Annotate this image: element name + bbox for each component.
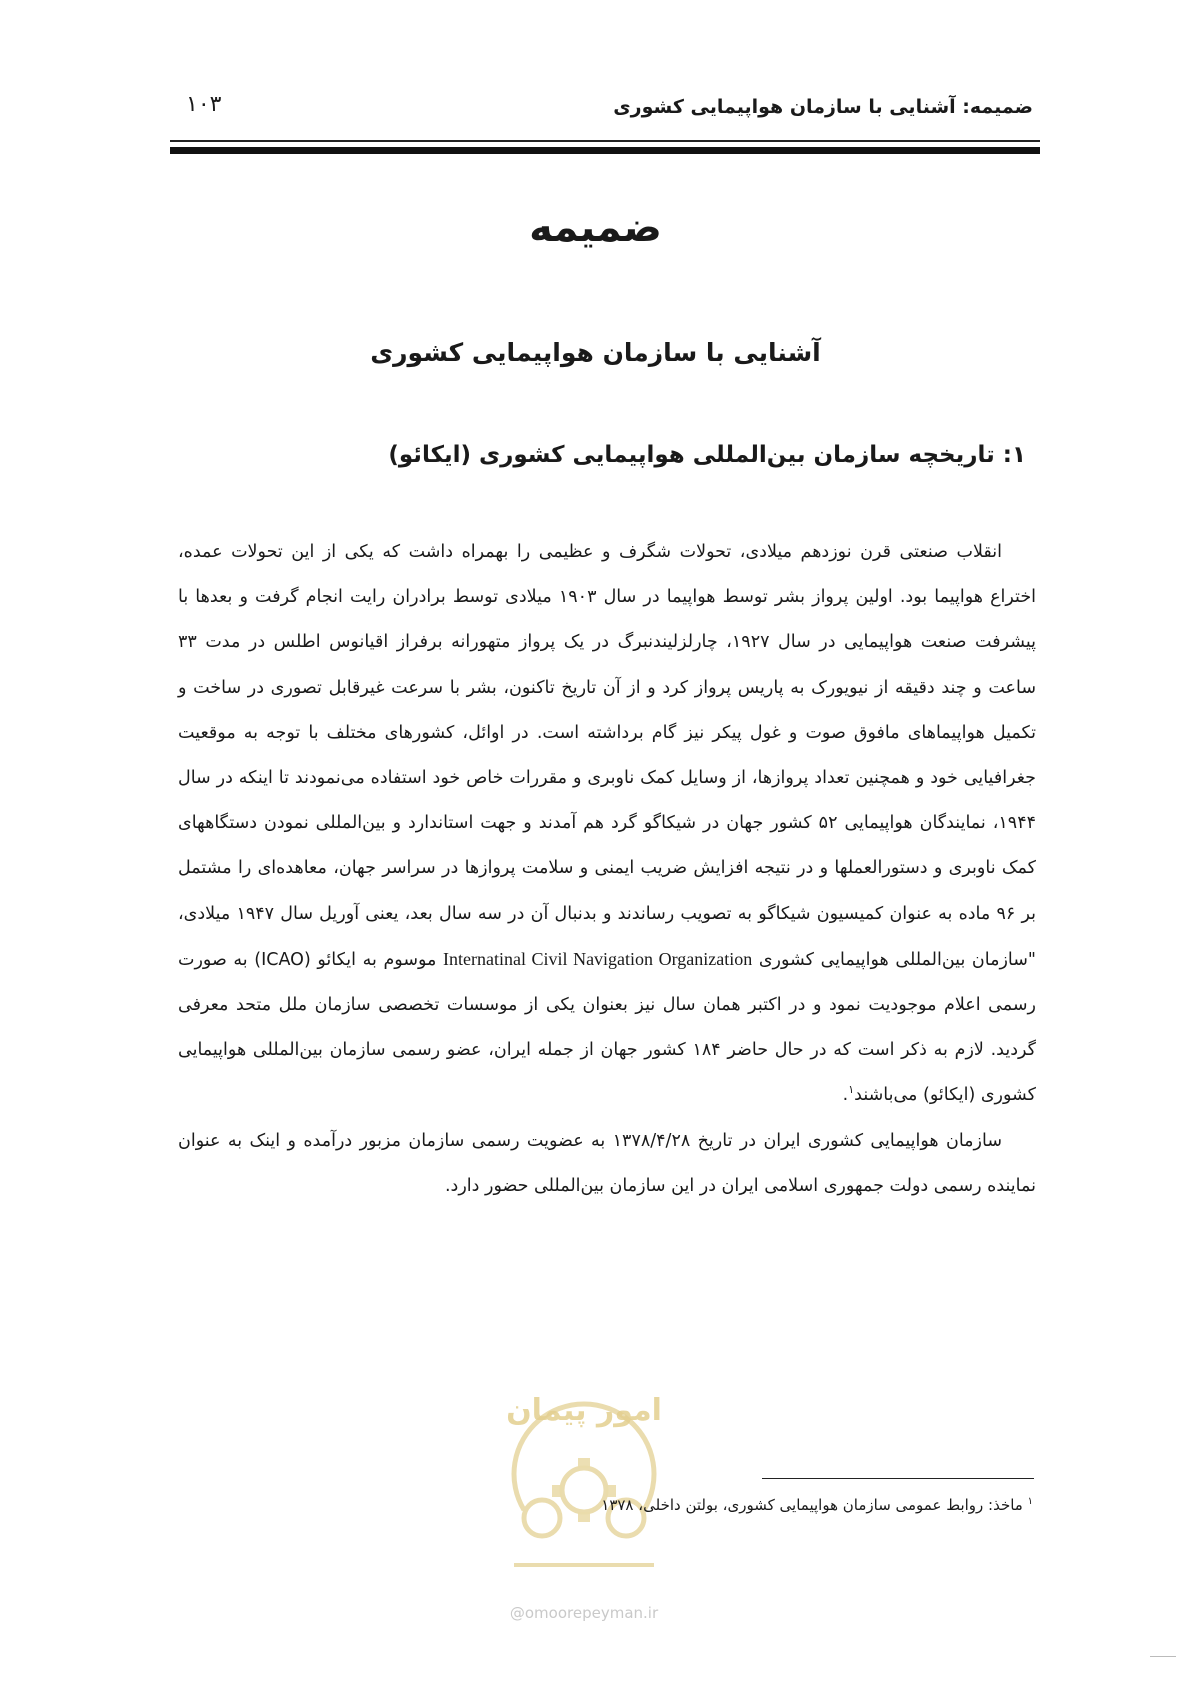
watermark-logo-icon xyxy=(494,1340,674,1580)
watermark-logo-text: امور پیمان xyxy=(506,1393,662,1428)
running-header: ضمیمه: آشنایی با سازمان هواپیمایی کشوری xyxy=(613,96,1033,118)
corner-mark xyxy=(1150,1656,1176,1657)
subsection-title: ۱: تاریخچه سازمان بین‌المللی هواپیمایی کشوری (ایکائو) xyxy=(388,442,1026,468)
watermark-url[interactable]: @omoorepeyman.ir xyxy=(509,1604,659,1622)
section-title: آشنایی با سازمان هواپیمایی کشوری xyxy=(370,338,821,367)
paragraph-1 xyxy=(178,530,1036,1119)
paragraph-2: سازمان هواپیمایی کشوری ایران در تاریخ ۱۳۷۸/۴/۲۸ به عضویت رسمی سازمان مزبور درآمده و اینک به عنوان نماینده رسمی دولت جمهوری اسلامی ایران در این سازمان بین‌المللی حضور دارد. xyxy=(178,1130,1036,1196)
footnote-marker: ۱ xyxy=(1027,1496,1033,1507)
header-rule-thin xyxy=(170,140,1040,142)
organization-latin-name: Internatinal Civil Navigation Organization xyxy=(443,948,753,969)
footnote xyxy=(601,1496,1033,1514)
paragraph-1-text-b: موسوم به ایکائو (ICAO) به صورت رسمی اعلام موجودیت نمود و در اکتبر همان سال نیز بعنوان یکی از موسسات تخصصی سازمان ملل متحد معرفی گردید. لازم به ذکر است که در حال حاضر ۱۸۴ کشور جهان از جمله ایران، عضو رسمی سازمان بین‌المللی هواپیمایی کشوری (ایکائو) می‌باشند xyxy=(178,949,1036,1106)
chapter-title: ضمیمه xyxy=(529,205,662,251)
footnote-rule xyxy=(762,1478,1034,1479)
paragraph-1-end: . xyxy=(842,1085,849,1106)
paragraph-1-text-a: انقلاب صنعتی قرن نوزدهم میلادی، تحولات شگرف و عظیمی را بهمراه داشت که یکی از این تحولات عمده، اختراع هواپیما بود. اولین پرواز بشر توسط هواپیما در سال ۱۹۰۳ میلادی توسط برادران رایت انجام گرفت و بعدها با پیشرفت صنعت هواپیمایی در سال ۱۹۲۷، چارلزلیندنبرگ در یک پرواز متهورانه برفراز اقیانوس اطلس در مدت ۳۳ ساعت و چند دقیقه از نیویورک به پاریس پرواز کرد و از آن تاریخ تاکنون، بشر با سرعت غیرقابل تصوری در ساخت و تکمیل هواپیماهای مافوق صوت و غول پیکر نیز گام برداشته است. در اوائل، کشورهای مختلف با توجه به موقعیت جغرافیایی خود و همچنین تعداد پروازها، از وسایل کمک ناوبری و مقررات خاص خود استفاده می‌نمودند تا اینکه در سال ۱۹۴۴، نمایندگان هواپیمایی ۵۲ کشور جهان در شیکاگو گرد هم آمدند و جهت استاندارد و بین‌المللی نمودن دستگاههای کمک ناوبری و دستورالعملها و در نتیجه افزایش ضریب ایمنی و سلامت پروازها در سراسر جهان، معاهده‌ای را مشتمل بر ۹۶ ماده به عنوان کمیسیون شیکاگو به تصویب رساندند و بدنبال آن در سه سال بعد، یعنی آوریل سال ۱۹۴۷ میلادی، "سازمان بین‌المللی هواپیمایی کشوری xyxy=(178,542,1036,970)
page-number: ۱۰۳ xyxy=(186,92,222,117)
footnote-reference[interactable]: ۱ xyxy=(848,1083,855,1097)
body-text xyxy=(178,530,1036,1209)
footnote-text: ماخذ: روابط عمومی سازمان هواپیمایی کشوری، بولتن داخلی، ۱۳۷۸ xyxy=(601,1496,1023,1514)
header-rule-thick xyxy=(170,147,1040,154)
